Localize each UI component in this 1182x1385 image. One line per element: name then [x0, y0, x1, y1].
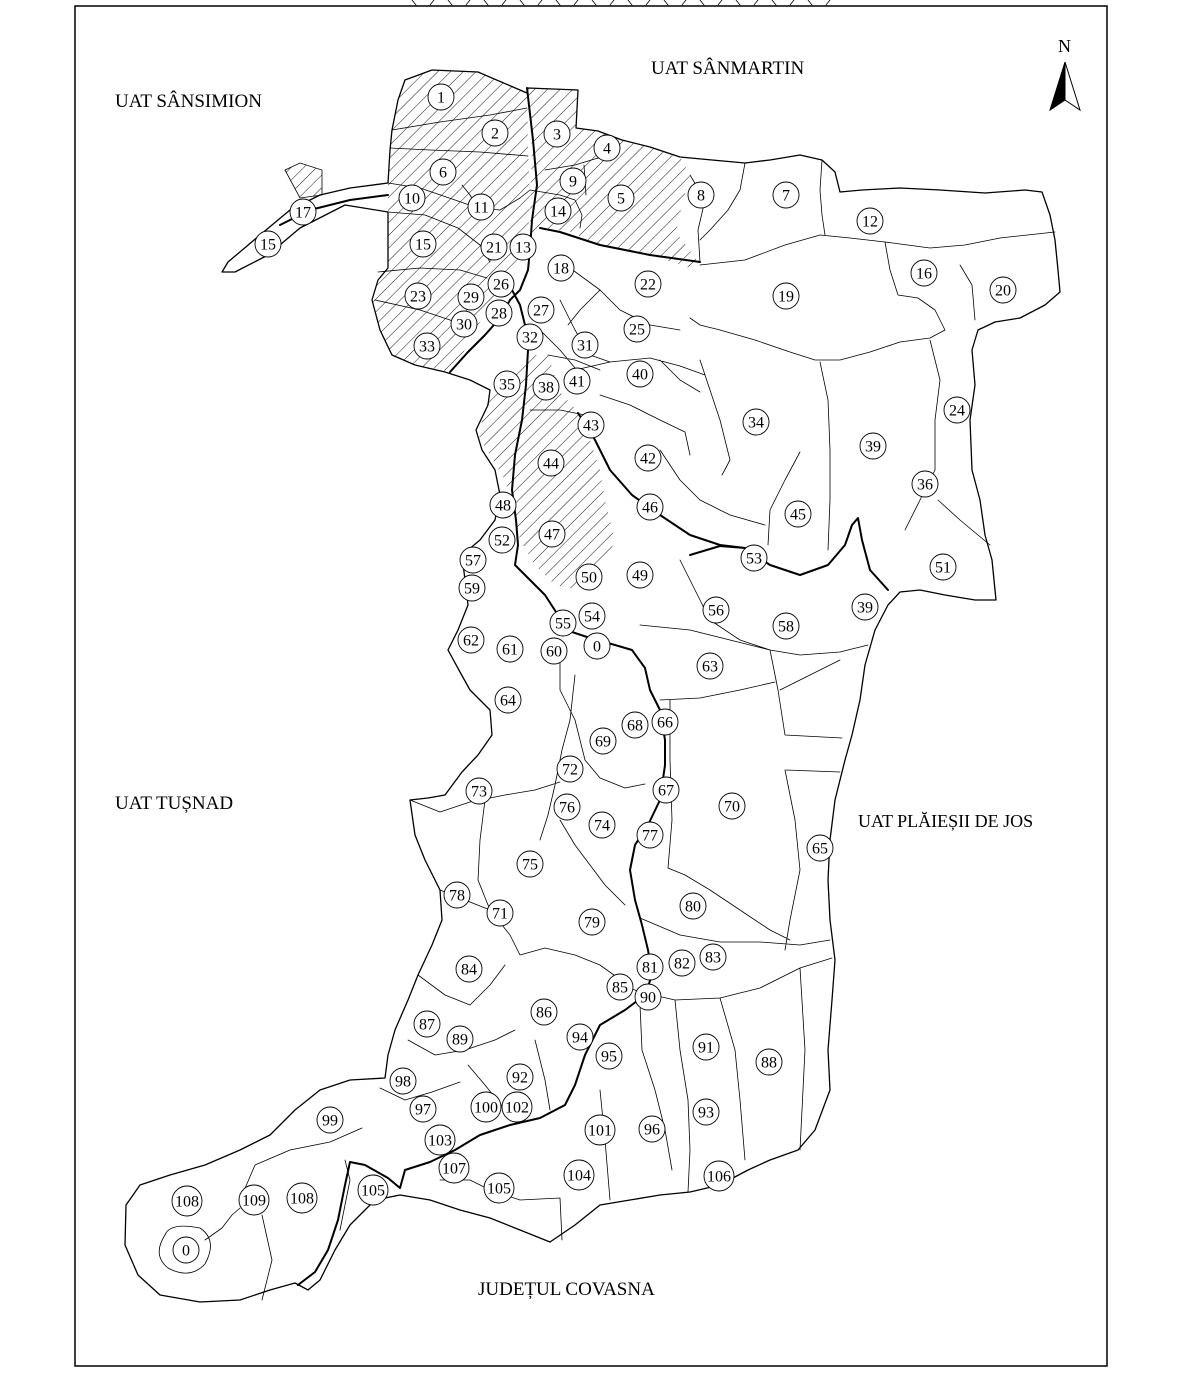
parcel-number: 84	[461, 961, 477, 979]
parcel-number: 61	[502, 641, 518, 659]
parcel-number: 3	[553, 126, 561, 144]
parcel-number: 48	[495, 497, 511, 515]
parcel-number: 9	[569, 173, 577, 191]
parcel-number: 102	[505, 1099, 529, 1117]
parcel-number: 65	[812, 840, 828, 858]
parcel-number: 89	[452, 1031, 468, 1049]
parcel-label	[548, 255, 574, 281]
parcel-label	[637, 494, 663, 520]
parcel-label	[579, 909, 605, 935]
parcel-number: 10	[404, 190, 420, 208]
parcel-label	[460, 547, 486, 573]
parcel-label	[447, 1026, 473, 1052]
parcel-label	[484, 1173, 514, 1203]
parcel-label	[579, 603, 605, 629]
parcel-number: 0	[182, 1242, 190, 1260]
parcel-label	[439, 1153, 469, 1183]
parcel-label	[576, 564, 602, 590]
parcel-label	[560, 168, 586, 194]
parcel-label	[669, 950, 695, 976]
parcel-label	[719, 793, 745, 819]
parcel-label	[596, 1043, 622, 1069]
parcel-number: 57	[465, 552, 481, 570]
parcel-number: 86	[536, 1004, 552, 1022]
parcel-number: 40	[632, 366, 648, 384]
parcel-label	[517, 851, 543, 877]
parcel-label	[572, 332, 598, 358]
parcel-number: 70	[724, 798, 740, 816]
parcel-label	[557, 756, 583, 782]
parcel-label	[697, 653, 723, 679]
parcel-label	[585, 1115, 615, 1145]
parcel-number: 88	[761, 1054, 777, 1072]
parcel-number: 51	[935, 559, 951, 577]
parcel-number: 39	[857, 599, 873, 617]
parcel-label	[624, 316, 650, 342]
parcel-number: 7	[782, 187, 790, 205]
parcel-number: 96	[644, 1121, 660, 1139]
parcel-label	[930, 554, 956, 580]
parcel-label	[172, 1186, 202, 1216]
parcel-label	[482, 120, 508, 146]
north-arrow-right-half	[1065, 62, 1080, 110]
parcel-label	[290, 199, 316, 225]
parcel-number: 105	[361, 1182, 385, 1200]
parcel-label	[507, 1064, 533, 1090]
parcel-number: 27	[533, 302, 549, 320]
parcel-labels	[172, 84, 1016, 1263]
parcel-number: 30	[456, 316, 472, 334]
parcel-label	[680, 893, 706, 919]
parcel-number: 77	[642, 827, 658, 845]
parcel-number: 87	[419, 1016, 435, 1034]
parcel-number: 41	[569, 373, 585, 391]
parcel-number: 26	[493, 276, 509, 294]
parcel-number: 78	[449, 887, 465, 905]
parcel-number: 95	[601, 1048, 617, 1066]
parcel-label	[528, 297, 554, 323]
parcel-label	[564, 1160, 594, 1190]
parcel-label	[494, 371, 520, 397]
parcel-number: 63	[702, 658, 718, 676]
parcel-label	[502, 1092, 532, 1122]
parcel-label	[584, 633, 610, 659]
parcel-number: 55	[555, 615, 571, 633]
parcel-label	[458, 627, 484, 653]
parcel-label	[564, 368, 590, 394]
parcel-number: 20	[995, 282, 1011, 300]
parcel-label	[428, 84, 454, 110]
parcel-number: 45	[790, 506, 806, 524]
parcel-number: 19	[778, 288, 794, 306]
parcel-number: 11	[473, 199, 489, 217]
parcel-number: 12	[862, 213, 878, 231]
parcel-number: 93	[698, 1104, 714, 1122]
parcel-number: 69	[595, 733, 611, 751]
parcel-number: 81	[642, 959, 658, 977]
parcel-label	[627, 361, 653, 387]
parcel-number: 75	[522, 856, 538, 874]
parcel-number: 52	[494, 532, 510, 550]
parcel-number: 53	[746, 550, 762, 568]
top-edge-fragment	[412, 0, 830, 5]
parcel-label	[533, 374, 559, 400]
parcel-number: 68	[627, 717, 643, 735]
parcel-label	[635, 271, 661, 297]
parcel-number: 54	[584, 608, 600, 626]
parcel-label	[860, 433, 886, 459]
parcel-number: 46	[642, 499, 658, 517]
parcel-label	[635, 445, 661, 471]
parcel-number: 14	[550, 203, 566, 221]
parcel-label	[741, 545, 767, 571]
parcel-number: 34	[748, 414, 764, 432]
parcel-label	[635, 984, 661, 1010]
parcel-label	[425, 1125, 455, 1155]
parcel-number: 79	[584, 914, 600, 932]
parcel-label	[239, 1185, 269, 1215]
parcel-label	[287, 1183, 317, 1213]
parcel-label	[414, 333, 440, 359]
parcel-number: 28	[491, 305, 507, 323]
parcel-number: 15	[415, 236, 431, 254]
north-arrow-left-half	[1050, 62, 1065, 110]
parcel-label	[317, 1107, 343, 1133]
parcel-number: 72	[562, 761, 578, 779]
parcel-number: 36	[917, 476, 933, 494]
parcel-label	[554, 794, 580, 820]
parcel-number: 60	[546, 643, 562, 661]
parcel-number: 108	[175, 1193, 199, 1211]
parcel-label	[531, 999, 557, 1025]
parcel-label	[688, 182, 714, 208]
parcel-label	[444, 882, 470, 908]
parcel-label	[594, 135, 620, 161]
parcel-label	[517, 324, 543, 350]
parcel-number: 21	[486, 239, 502, 257]
neighbor-label-sanmartin: UAT SÂNMARTIN	[651, 58, 805, 79]
parcel-label	[495, 687, 521, 713]
parcel-label	[471, 1092, 501, 1122]
parcel-number: 73	[471, 783, 487, 801]
neighbor-label-covasna: JUDEȚUL COVASNA	[478, 1279, 655, 1300]
parcel-number: 1	[437, 89, 445, 107]
parcel-number: 100	[474, 1099, 498, 1117]
parcel-number: 5	[617, 190, 625, 208]
parcel-label	[807, 835, 833, 861]
parcel-number: 98	[395, 1073, 411, 1091]
parcel-label	[608, 185, 634, 211]
parcel-number: 22	[640, 276, 656, 294]
parcel-label	[607, 974, 633, 1000]
parcel-label	[944, 397, 970, 423]
parcel-number: 85	[612, 979, 628, 997]
parcel-label	[550, 610, 576, 636]
neighbor-label-plaiesii: UAT PLĂIEȘII DE JOS	[858, 811, 1034, 831]
parcel-number: 58	[778, 618, 794, 636]
north-arrow-icon	[1050, 36, 1080, 110]
parcel-number: 91	[698, 1039, 714, 1057]
parcel-label	[743, 409, 769, 435]
parcel-number: 108	[290, 1190, 314, 1208]
neighbor-label-tusnad: UAT TUȘNAD	[115, 793, 234, 814]
parcel-number: 18	[553, 260, 569, 278]
parcel-number: 94	[572, 1029, 588, 1047]
parcel-number: 39	[865, 438, 881, 456]
parcel-label	[410, 1096, 436, 1122]
parcel-number: 92	[512, 1069, 528, 1087]
parcel-label	[773, 182, 799, 208]
parcel-number: 64	[500, 692, 516, 710]
parcel-number: 16	[916, 265, 932, 283]
parcel-label	[487, 900, 513, 926]
parcel-label	[990, 277, 1016, 303]
parcel-label	[627, 562, 653, 588]
parcel-number: 83	[705, 949, 721, 967]
parcel-number: 23	[410, 288, 426, 306]
parcel-number: 80	[685, 898, 701, 916]
parcel-label	[703, 597, 729, 623]
parcel-label	[539, 521, 565, 547]
parcel-number: 44	[543, 455, 559, 473]
parcel-label	[489, 527, 515, 553]
parcel-label	[456, 956, 482, 982]
hatched-area-west-fragment	[285, 163, 322, 198]
parcel-label	[704, 1161, 734, 1191]
parcel-number: 35	[499, 376, 515, 394]
parcel-label	[773, 613, 799, 639]
parcel-label	[912, 471, 938, 497]
parcel-label	[490, 492, 516, 518]
parcel-number: 31	[577, 337, 593, 355]
parcel-label	[458, 284, 484, 310]
parcel-label	[637, 822, 663, 848]
watercourse-lines	[280, 88, 888, 1285]
parcel-number: 33	[419, 338, 435, 356]
parcel-label	[567, 1024, 593, 1050]
parcel-number: 97	[415, 1101, 431, 1119]
parcel-number: 8	[697, 187, 705, 205]
parcel-label	[653, 777, 679, 803]
parcel-number: 101	[588, 1122, 612, 1140]
parcel-number: 90	[640, 989, 656, 1007]
parcel-label	[652, 709, 678, 735]
parcel-label	[510, 234, 536, 260]
parcel-label	[693, 1034, 719, 1060]
parcel-label	[541, 638, 567, 664]
parcel-number: 15	[260, 236, 276, 254]
parcel-number: 107	[442, 1160, 466, 1178]
parcel-number: 29	[463, 289, 479, 307]
parcel-number: 105	[487, 1180, 511, 1198]
parcel-number: 6	[439, 164, 447, 182]
parcel-label	[451, 311, 477, 337]
parcel-label	[358, 1175, 388, 1205]
parcel-label	[911, 260, 937, 286]
parcel-label	[488, 271, 514, 297]
parcel-label	[255, 231, 281, 257]
parcel-label	[693, 1099, 719, 1125]
parcel-number: 42	[640, 450, 656, 468]
parcel-label	[459, 575, 485, 601]
parcel-number: 76	[559, 799, 575, 817]
parcel-label	[622, 712, 648, 738]
parcel-number: 43	[583, 417, 599, 435]
parcel-number: 109	[242, 1192, 266, 1210]
parcel-number: 71	[492, 905, 508, 923]
parcel-label	[538, 450, 564, 476]
parcel-number: 82	[674, 955, 690, 973]
parcel-number: 56	[708, 602, 724, 620]
parcel-label	[481, 234, 507, 260]
parcel-number: 104	[567, 1167, 591, 1185]
parcel-number: 25	[629, 321, 645, 339]
parcel-label	[399, 185, 425, 211]
parcel-label	[414, 1011, 440, 1037]
parcel-label	[544, 121, 570, 147]
parcel-label	[637, 954, 663, 980]
parcel-label	[857, 208, 883, 234]
north-label: N	[1058, 36, 1071, 56]
parcel-number: 99	[322, 1112, 338, 1130]
parcel-label	[590, 728, 616, 754]
parcel-number: 47	[544, 526, 560, 544]
parcel-number: 59	[464, 580, 480, 598]
parcel-label	[410, 231, 436, 257]
parcel-number: 0	[593, 638, 601, 656]
parcel-label	[639, 1116, 665, 1142]
parcel-label	[785, 501, 811, 527]
parcel-label	[173, 1237, 199, 1263]
parcel-number: 4	[603, 140, 611, 158]
neighbor-label-sansimion: UAT SÂNSIMION	[115, 91, 262, 112]
parcel-label	[486, 300, 512, 326]
parcel-label	[773, 283, 799, 309]
parcel-number: 106	[707, 1168, 731, 1186]
parcel-label	[497, 636, 523, 662]
parcel-number: 13	[515, 239, 531, 257]
parcel-number: 67	[658, 782, 674, 800]
parcel-number: 38	[538, 379, 554, 397]
parcel-number: 50	[581, 569, 597, 587]
parcel-number: 32	[522, 329, 538, 347]
parcel-label	[468, 194, 494, 220]
parcel-label	[756, 1049, 782, 1075]
parcel-number: 74	[594, 817, 610, 835]
parcel-label	[430, 159, 456, 185]
parcel-label	[405, 283, 431, 309]
parcel-label	[466, 778, 492, 804]
parcel-label	[700, 944, 726, 970]
parcel-number: 103	[428, 1132, 452, 1150]
parcel-number: 62	[463, 632, 479, 650]
parcel-label	[390, 1068, 416, 1094]
parcel-number: 2	[491, 125, 499, 143]
parcel-label	[578, 412, 604, 438]
parcel-number: 66	[657, 714, 673, 732]
parcel-label	[545, 198, 571, 224]
parcel-number: 49	[632, 567, 648, 585]
parcel-label	[852, 594, 878, 620]
parcel-label	[589, 812, 615, 838]
hatched-area-north-center	[528, 88, 698, 268]
parcel-number: 24	[949, 402, 965, 420]
parcel-number: 17	[295, 204, 311, 222]
